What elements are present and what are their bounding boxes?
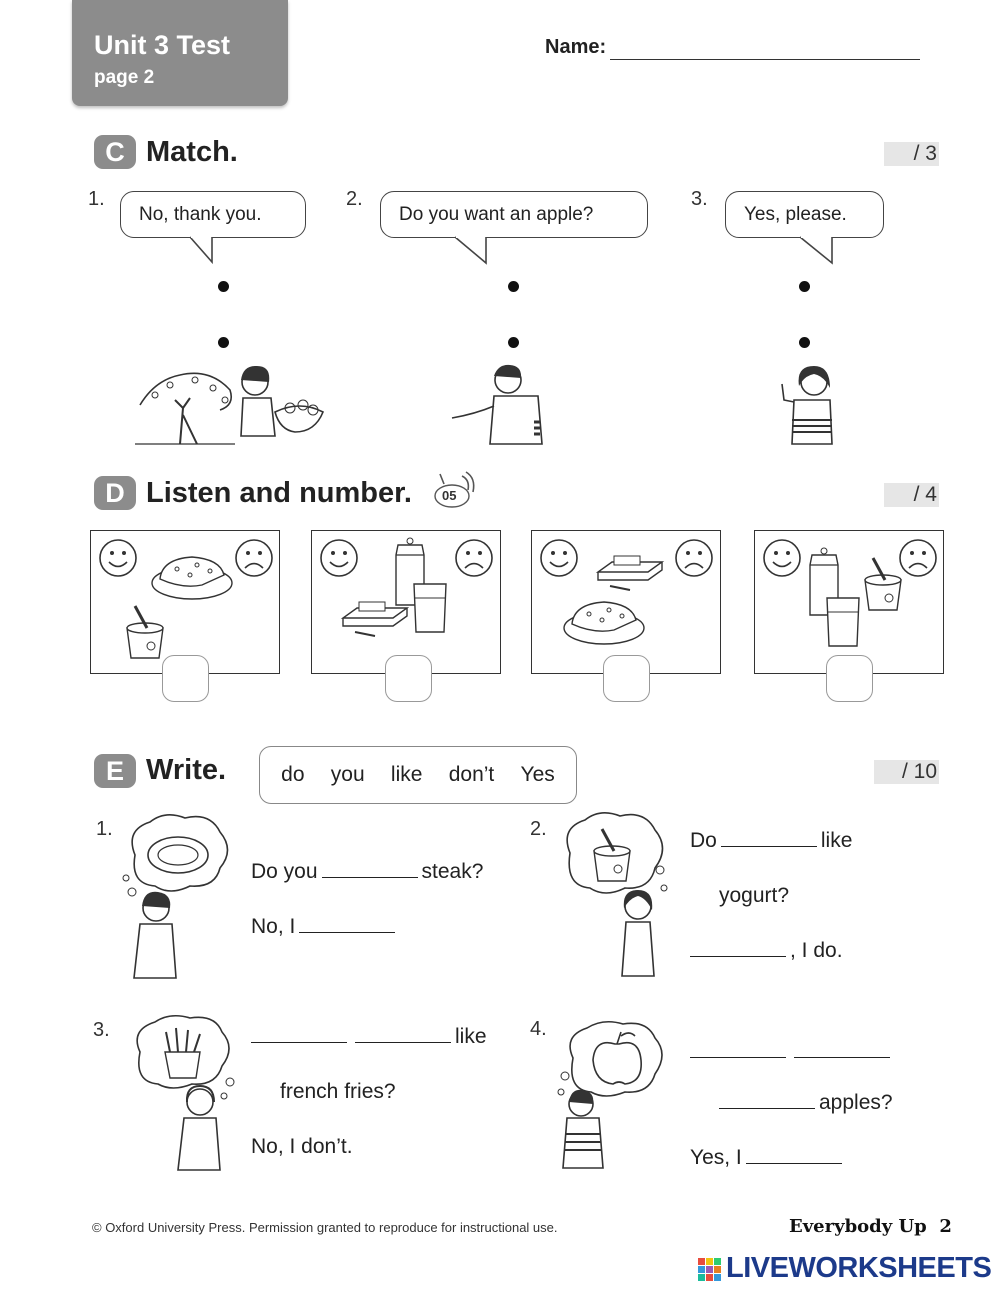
section-d-score: / 4 [884,483,939,507]
listen-answer-box-1[interactable] [162,655,209,702]
e-q4-line1 [690,1040,894,1064]
e-q2-blank-2[interactable] [690,955,786,957]
e-q3-line3: No, I don’t. [251,1135,353,1158]
copyright-notice: © Oxford University Press. Permission granted to reproduce for instructional use. [92,1220,558,1235]
brand-footer [789,1216,952,1237]
e-q3-text-a: like [455,1025,487,1048]
section-d-title: Listen and number. [146,477,412,509]
e-q4-blank-3[interactable] [719,1107,815,1109]
footer-page-number: 2 [939,1216,952,1237]
section-c-score: / 3 [884,142,939,166]
c-bubble-2: Do you want an apple? [380,191,648,238]
e-q3-line1 [251,1025,487,1049]
unit-title: Unit 3 Test [94,30,231,60]
e-q3-blank-2[interactable] [355,1041,451,1043]
word-bank-word: you [330,763,365,786]
girl-thinking-fries-illustration [130,1012,240,1177]
section-c-title: Match. [146,136,238,168]
e-q3-blank-1[interactable] [251,1041,347,1043]
e-q3-line2: french fries? [280,1080,396,1103]
c-item-1-number: 1. [88,188,105,210]
e-q2-text-c: , I do. [790,939,843,962]
e-q4-blank-4[interactable] [746,1162,842,1164]
e-q2-line1 [690,829,852,853]
name-label: Name: [545,36,607,58]
e-q4-blank-2[interactable] [794,1056,890,1058]
e-q2-blank-1[interactable] [721,845,817,847]
e-q4-text-a: apples? [819,1091,893,1114]
word-bank-word: like [390,763,423,786]
c-bubble-3: Yes, please. [725,191,884,238]
c-item-3-number: 3. [691,188,708,210]
listen-answer-box-4[interactable] [826,655,873,702]
e-q2-text-b: like [820,829,853,852]
e-q4-text-b: Yes, I [690,1146,742,1169]
word-bank [259,746,577,804]
section-e-title: Write. [146,754,227,786]
e-q4-number: 4. [530,1018,547,1040]
e-q1-line1 [251,860,483,884]
e-q4-line2 [719,1091,893,1115]
e-q2-line3 [690,939,843,963]
boy-thinking-steak-illustration [120,810,240,990]
boy-thinking-apple-illustration [555,1018,675,1178]
e-q1-text-c: No, I [251,915,296,938]
e-q1-blank-2[interactable] [299,931,395,933]
word-bank-word: Yes [520,763,555,786]
e-q1-blank-1[interactable] [322,876,418,878]
liveworksheets-logo-icon [698,1258,722,1282]
unit-page: page 2 [94,67,155,88]
word-bank-word: do [281,763,305,786]
e-q2-line2: yogurt? [719,884,790,907]
audio-track-number: 05 [442,488,457,503]
e-q1-text-b: steak? [421,860,484,883]
c-item-2-number: 2. [346,188,363,210]
e-q4-blank-1[interactable] [690,1056,786,1058]
section-e-badge: E [94,754,136,788]
word-bank-word: don’t [448,763,495,786]
section-c-badge: C [94,135,136,169]
section-e-score: / 10 [874,760,939,784]
brand-name: Everybody Up [789,1216,927,1237]
e-q3-number: 3. [93,1019,110,1041]
e-q1-line2 [251,915,399,939]
e-q1-text-a: Do you [251,860,318,883]
liveworksheets-watermark: LIVEWORKSHEETS [726,1252,992,1284]
listen-answer-box-2[interactable] [385,655,432,702]
e-q2-text-a: Do [690,829,717,852]
e-q4-line3 [690,1146,846,1170]
listen-answer-box-3[interactable] [603,655,650,702]
c-bubble-1: No, thank you. [120,191,306,238]
e-q1-number: 1. [96,818,113,840]
e-q2-number: 2. [530,818,547,840]
girl-thinking-yogurt-illustration [560,808,680,983]
section-d-badge: D [94,476,136,510]
